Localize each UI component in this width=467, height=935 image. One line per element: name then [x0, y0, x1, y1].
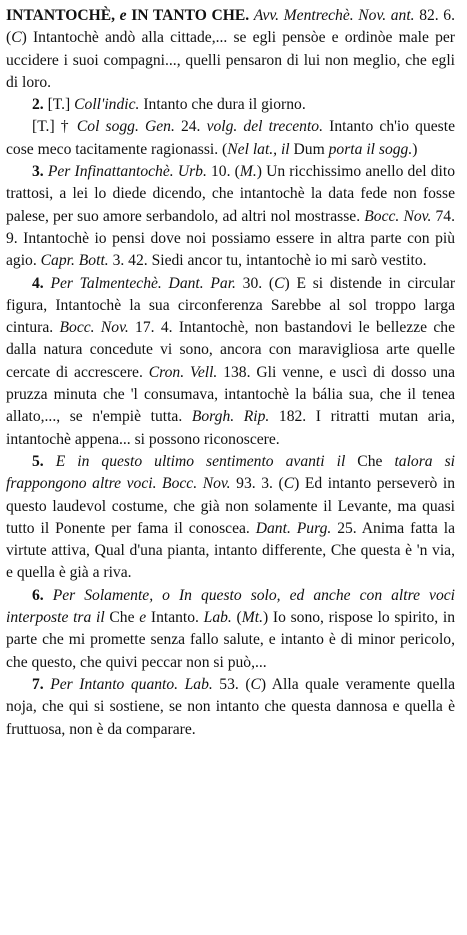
sense-2-note [6, 116, 455, 161]
text-run: Cron. Vell. [148, 363, 218, 381]
text-run: 93. 3. ( [230, 475, 284, 493]
text-run: Nel lat., il [227, 140, 290, 158]
text-run: ) Un ricchissimo anello del dito trattosi, a lei lo diede dicendo, che intantochè la data fede non fosse palese, per suo amore serbandolo, ad altri nol mostrasse. [6, 163, 456, 225]
text-run: C [283, 475, 295, 493]
text-run: 30. ( [235, 274, 275, 292]
text-run: IN TANTO CHE. [126, 7, 254, 24]
text-run: talora si frappongono altre voci. Bocc. Nov. [6, 452, 455, 493]
sense-7 [6, 674, 455, 741]
text-run: ( [231, 609, 242, 627]
text-run: [T.] † [32, 118, 77, 136]
text-run: 74. 9. Intantochè io pensi dove noi possiamo essere in altra parte con più agio. [6, 207, 455, 270]
text-run: C [11, 29, 22, 47]
text-run: ) Intantochè andò alla cittade,... se egli pensòe e ordinòe male per uccidere i suoi compagni..., quelli pensaron di lui non meglio, che egli di loro. [6, 29, 455, 91]
text-run: ) [412, 140, 418, 158]
sense-6 [6, 585, 455, 674]
text-run: Per Talmentechè. Dant. Par. [50, 274, 236, 292]
sense-3 [6, 161, 455, 272]
text-run: Bocc. Nov. [59, 319, 129, 337]
text-run: Dant. Purg. [255, 519, 332, 537]
text-run: 53. ( [212, 675, 251, 693]
text-run: 3. [32, 163, 48, 181]
text-run: Per Infinattantochè. Urb. [47, 163, 207, 181]
text-run: [T.] [47, 96, 75, 114]
text-run: Intanto. [146, 609, 204, 627]
text-run: 25. Anima fatta la virtute attiva, Qual d'una pianta, intanto differente, Che questa è 'n via, e quella è già a riva. [6, 519, 456, 582]
text-run: Che [345, 452, 395, 470]
text-run: Per Intanto quanto. Lab. [50, 675, 213, 693]
text-run: C [250, 675, 261, 693]
text-run: Col sogg. Gen. [76, 118, 175, 136]
text-run: 7. [32, 675, 51, 693]
text-run: volg. del trecento. [206, 118, 324, 136]
sense-2 [6, 94, 455, 116]
text-run: Capr. Bott. [40, 252, 109, 270]
text-run: Mt. [241, 609, 263, 627]
text-run: Bocc. Nov. [364, 207, 432, 225]
text-run: 17. 4. Intantochè, non bastandovi le bellezze che dalla natura concedute vi sono, ancora con maravigliosa arte quelle cercate di accrescere. [6, 319, 455, 381]
text-run: 82. 6. ( [6, 7, 455, 47]
text-run: ) Ed intanto perseverò in questo laudevol costume, che già non solamente il Levante, ma quasi tutto il Ponente per fama il conoscea. [6, 475, 456, 537]
text-run: e [139, 609, 147, 627]
text-run: 2. [32, 96, 48, 114]
text-run: ) Alla quale veramente quella noja, che qui si sostiene, se non intanto che questa dannosa e quella è fruttuosa, non è da comparare. [6, 675, 456, 738]
sense-5 [6, 451, 455, 585]
dictionary-entry [6, 5, 455, 741]
sense-4 [6, 273, 455, 451]
text-run: 182. I ritratti mutan aria, intantochè appena... si possono riconoscere. [6, 408, 455, 448]
text-run: 138. Gli venne, e uscì di dosso una pruzza minuta che 'l consumava, intantochè la bália sua, che il tenea allato,..., se n'empiè tutta. [6, 363, 456, 426]
text-run: porta il sogg. [328, 140, 413, 158]
text-run: Coll'indic. [74, 96, 140, 114]
text-run: M. [239, 163, 257, 181]
text-run: E in questo ultimo sentimento avanti il [55, 452, 346, 470]
text-run: Per Solamente, o In questo solo, ed anche con altre voci interposte tra il [6, 586, 455, 627]
text-run: Intanto che dura il giorno. [139, 96, 306, 114]
text-run: 6. [32, 586, 53, 604]
text-run: 3. 42. Siedi ancor tu, intantochè io mi sarò vestito. [108, 252, 427, 270]
text-run: 10. ( [206, 163, 240, 181]
text-run: 5. [32, 452, 56, 470]
text-run: C [274, 274, 285, 292]
text-run: e [119, 7, 127, 24]
text-run: Lab. [203, 609, 232, 627]
text-run: Dum [289, 140, 329, 158]
text-run: INTANTOCHÈ, [6, 7, 120, 24]
text-run: ) E si distende in circular figura, Intantochè la sua circonferenza Sarebbe al sol troppo larga cintura. [6, 274, 456, 337]
text-run: Avv. Mentrechè. Nov. ant. [253, 7, 415, 24]
text-run: Intanto ch'io queste cose meco tacitamente ragionassi. ( [6, 118, 456, 158]
text-run: 24. [174, 118, 207, 136]
text-run: 4. [32, 274, 51, 292]
entry-paragraph-intro [6, 5, 455, 94]
text-run: Che [104, 609, 140, 627]
text-run: ) Io sono, rispose lo spirito, in parte che mi promette senza fallo salute, e intanto è di minor pericolo, che questo, che quivi peccar non si può,... [6, 609, 456, 671]
text-run: Borgh. Rip. [191, 408, 270, 426]
